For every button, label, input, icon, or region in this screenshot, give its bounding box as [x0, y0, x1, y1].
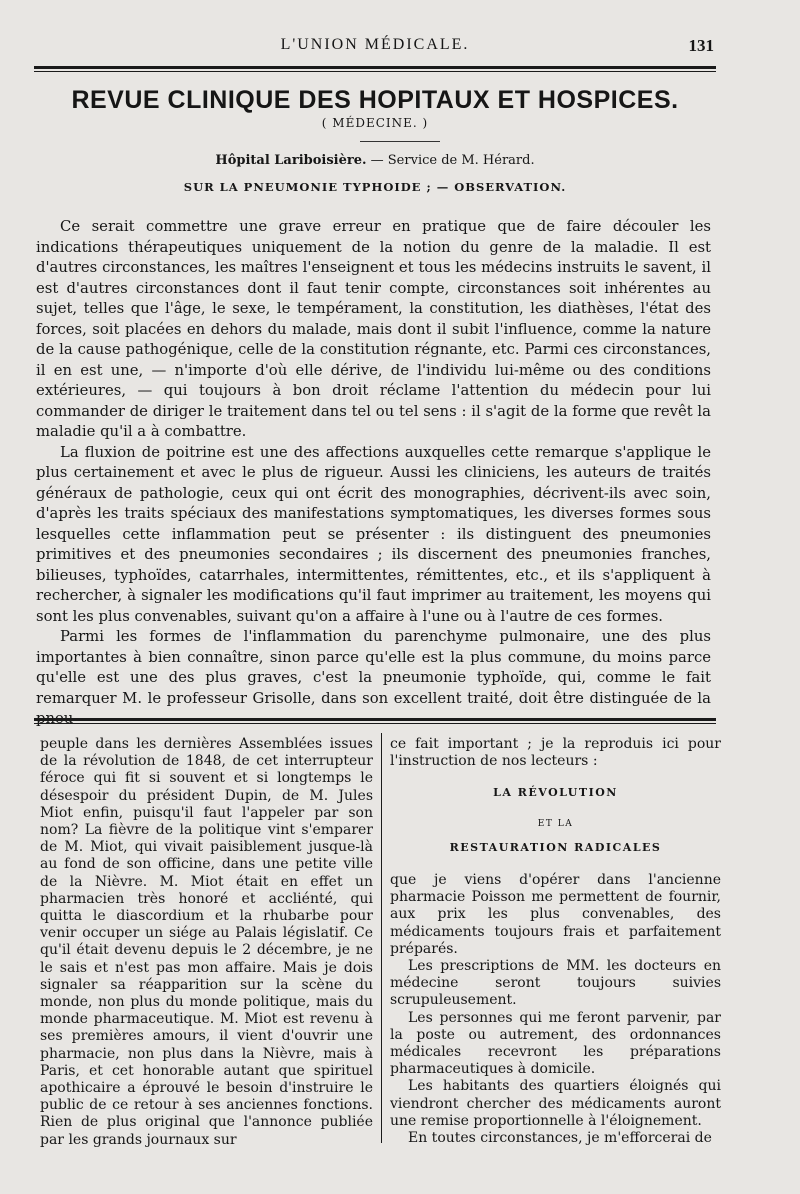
header-rule-thin — [34, 71, 716, 72]
right-column — [390, 736, 721, 1147]
article-paragraph: Parmi les formes de l'inflammation du parenchyme pulmonaire, une des plus importantes à bien connaître, sinon parce qu'elle est la plus commune, du moins parce qu'elle est une des plus graves, c'est la pneumonie typhoïde, qui, comme le fait remarquer M. le professeur Grisolle, dans son excellent traité, doit être distinguée de la — [36, 628, 711, 707]
running-title: L'UNION MÉDICALE. — [280, 36, 470, 53]
article-title: SUR LA PNEUMONIE TYPHOIDE ; — OBSERVATION. — [183, 180, 567, 194]
hospital-service: — Service de M. Hérard. — [366, 153, 535, 168]
advert-paragraph: que je viens d'opérer dans l'ancienne pharmacie Poisson me permettent de fournir, aux prix les plus convenables, des médicaments toujours frais et parfaitement préparés. — [390, 872, 721, 957]
page-number: 131 — [688, 36, 714, 55]
advert-paragraph: Les personnes qui me feront parvenir, par la poste ou autrement, des ordonnances médicales recevront les préparations pharmaceutiques à domicile. — [390, 1009, 721, 1078]
subsection-label: ( MÉDECINE. ) — [321, 116, 429, 130]
left-column — [40, 736, 373, 1149]
advert-paragraph: Les prescriptions de MM. les docteurs en médecine seront toujours suivies scrupuleusement. — [390, 958, 721, 1009]
column-section-rule-thin — [34, 723, 716, 724]
left-column-text: peuple dans les dernières Assemblées issues de la révolution de 1848, de cet interrupteur féroce qui fit si souvent et si longtemps le désespoir du président Dupin, de M. Jules Miot enfin, puisqu'il faut l'appeler par son nom? La fièvre de la politique vint s'emparer de M. Miot, qui vivait paisiblement jusque-là au fond de son officine, dans une petite ville de la Nièvre. M. Miot était en effet un pharmacien très honoré et accliénté, qui quitta le diascordium et la rhubarbe pour venir occuper un siége au Palais législatif. Ce qu'il était devenu depuis le 2 décembre, je ne le sais et n'est pas mon affaire. Mais je dois signaler sa réapparition sur la scène du monde, non plus du monde politique, mais du monde pharmaceutique. M. Miot est revenu à ses premières amours, il vient d'ouvrir une pharmacie, non plus dans la Nièvre, mais à Paris, et cet honorable autant que spirituel apothicaire a éprouvé le besoin d'instruire le public de ce retour à ses anciennes fonctions. Rien de plus original que l'annonce publiée par les grands journaux sur — [40, 736, 373, 1148]
hospital-line — [36, 153, 714, 168]
running-header — [36, 36, 714, 60]
article-paragraph: Ce serait commettre une grave erreur en pratique que de faire découler les indications thérapeutiques uniquement de la notion du genre de la maladie. Il est d'autres circonstances, les maîtres l'enseignent et tous les médecins instruits le savent, il est d'autres circonstances dont il faut tenir compte, circonstances soit inhérentes au sujet, telles que l'âge, le sexe, le tempérament, la constitution, les diathèses, l'état des forces, soit placées en dehors du malade, mais dont il subit l'influence, comme la nature de la cause pathogénique, celle de la constitution régnante, etc. Parmi ces circonstances, il en est une, — n'importe d'où elle dérive, de l'individu lui-même ou des conditions extérieures, — qui toujours à bon droit réclame l'attention du médecin pour lui commander de diriger le traitement dans tel ou tel sens : il s'agit de la forme que revêt la maladie qu'il a à combattre. — [36, 218, 711, 440]
title-divider — [360, 141, 440, 142]
right-column-intro: ce fait important ; je la reproduis ici pour l'instruction de nos lecteurs : — [390, 736, 721, 770]
advert-title-2: RESTAURATION RADICALES — [449, 840, 662, 854]
advert-conjunction: ET LA — [537, 818, 574, 829]
article-paragraph: La fluxion de poitrine est une des affections auxquelles cette remarque s'applique le plus certainement et avec le plus de rigueur. Aussi les cliniciens, les auteurs de traités généraux de pathologie, ceux qui ont écrit des monographies, décrivent-ils avec soin, d'après les traits spéciaux des manifestations symptomatiques, les diverses formes sous lesquelles cette inflammation peut se présenter : ils distinguent des pneumonies primitives et des pneumonies secondaires ; ils discernent des pneumonies franches, bilieuses, typhoïdes, catarrhales, intermittentes, rémittentes, etc., et ils s'appliquent à rechercher, à signaler les modifications qu'il faut imprimer au traitement, les moyens qui sont les plus convenables, suivant qu'on a affaire à l'une ou à l'autre de ces formes. — [36, 443, 711, 625]
advert-paragraph: En toutes circonstances, je m'efforcerai de — [408, 1130, 712, 1147]
advert-paragraph: Les habitants des quartiers éloignés qui viendront chercher des médicaments auront une remise proportionnelle à l'éloignement. — [390, 1078, 721, 1129]
column-section-rule-thick — [34, 718, 716, 721]
column-divider — [381, 733, 382, 1143]
section-title: REVUE CLINIQUE DES HOPITAUX ET HOSPICES. — [71, 86, 679, 114]
advert-title: LA RÉVOLUTION — [493, 786, 618, 800]
article-body — [36, 217, 711, 730]
hospital-name: Hôpital Lariboisière. — [215, 153, 367, 168]
header-rule-thick — [34, 66, 716, 69]
